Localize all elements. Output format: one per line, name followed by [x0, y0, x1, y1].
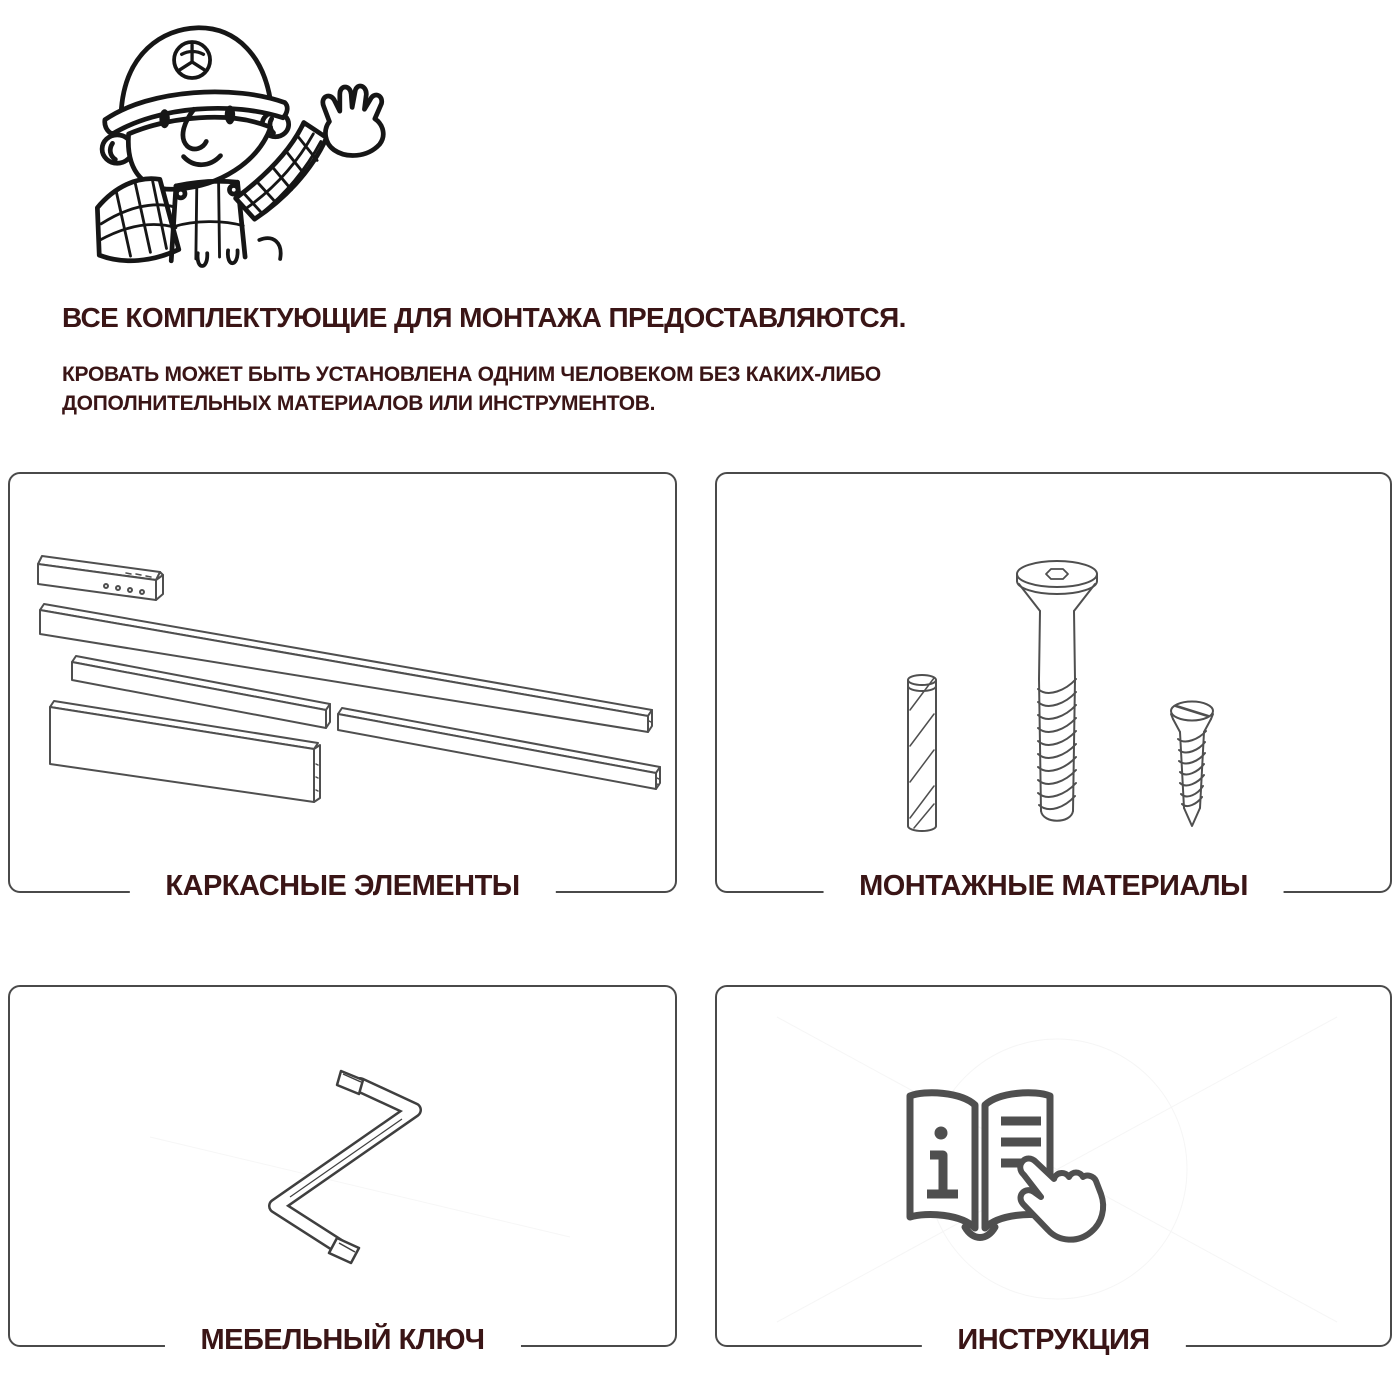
builder-mascot-illustration — [86, 12, 408, 288]
panel-furniture-key — [8, 985, 677, 1356]
page-title: ВСЕ КОМПЛЕКТУЮЩИЕ ДЛЯ МОНТАЖА ПРЕДОСТАВЛЯЮТСЯ. — [62, 302, 906, 333]
panel-mounting-materials — [715, 472, 1392, 902]
pointing-hand-icon — [1020, 1159, 1103, 1240]
hex-allen-key-illustration — [10, 987, 675, 1345]
eye-left — [159, 109, 169, 128]
instruction-manual-illustration — [717, 987, 1390, 1345]
panel-instruction — [715, 985, 1392, 1356]
wood-screw-icon — [1171, 702, 1213, 827]
waving-hand — [323, 86, 383, 156]
page-subtitle-line1: КРОВАТЬ МОЖЕТ БЫТЬ УСТАНОВЛЕНА ОДНИМ ЧЕЛОВЕКОМ БЕЗ КАКИХ-ЛИБО — [62, 363, 881, 386]
eye-right — [225, 105, 235, 124]
z-hex-key-icon — [276, 1071, 414, 1263]
bed-frame-slats-illustration — [10, 474, 675, 891]
panel-label-mounting-materials: МОНТАЖНЫЕ МАТЕРИАЛЫ — [823, 869, 1284, 903]
page-subtitle — [62, 360, 881, 418]
panel-label-instruction: ИНСТРУКЦИЯ — [921, 1323, 1185, 1357]
wooden-dowel-icon — [908, 675, 936, 831]
hex-tip-top — [337, 1071, 363, 1094]
fasteners-illustration — [717, 474, 1390, 891]
panel-frame-elements — [8, 472, 677, 902]
page-subtitle-line2: ДОПОЛНИТЕЛЬНЫХ МАТЕРИАЛОВ ИЛИ ИНСТРУМЕНТОВ. — [62, 392, 656, 415]
panel-label-furniture-key: МЕБЕЛЬНЫЙ КЛЮЧ — [164, 1323, 520, 1357]
confirmat-screw-icon — [1017, 561, 1097, 821]
panel-label-frame-elements: КАРКАСНЫЕ ЭЛЕМЕНТЫ — [129, 869, 555, 903]
support-bar-with-holes — [38, 556, 163, 600]
